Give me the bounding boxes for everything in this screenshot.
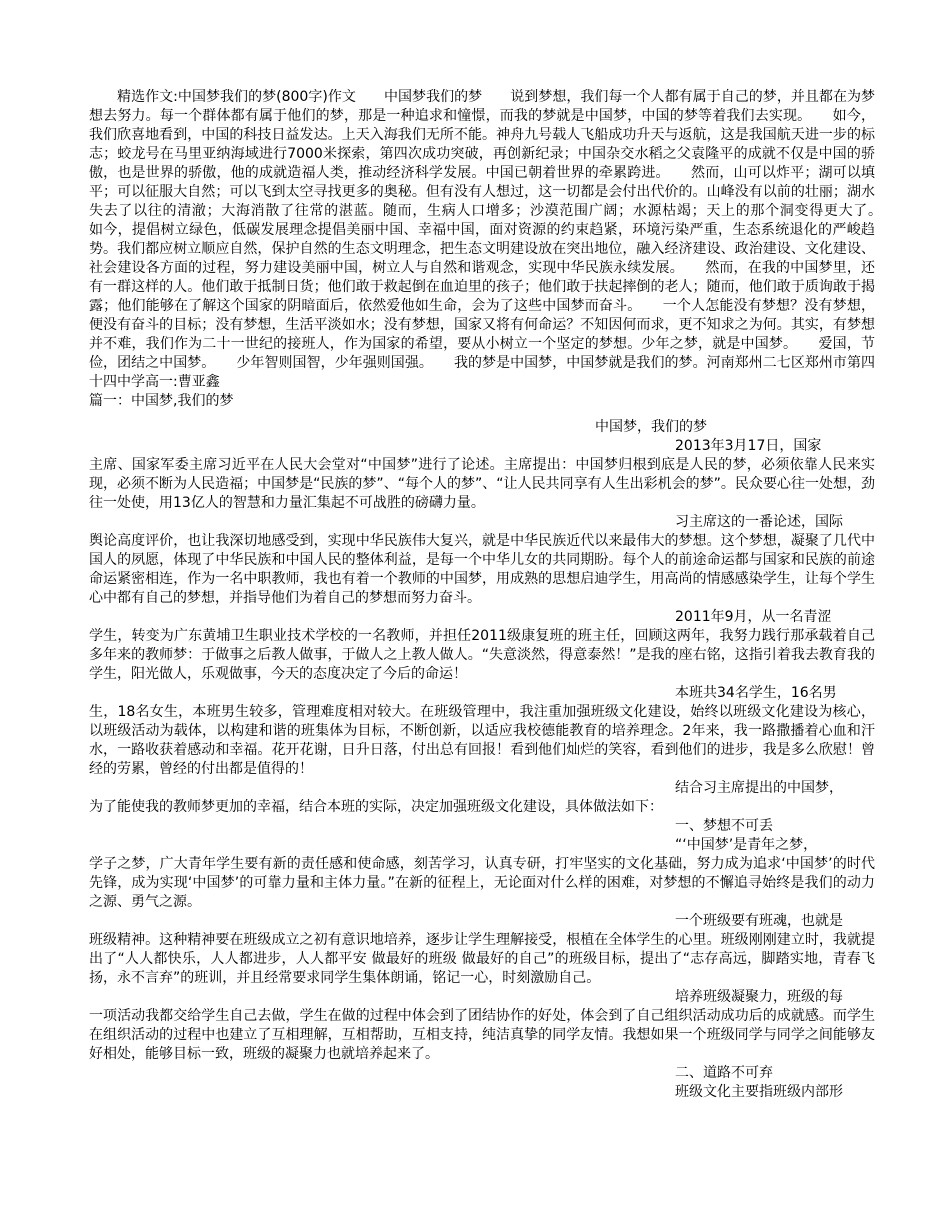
paragraph-lead: 一、梦想不可丢	[675, 818, 773, 834]
paragraph-lead: 习主席这的一番论述，国际	[675, 514, 843, 530]
paragraph-body: 生，18名女生，本班男生较多，管理难度相对较大。在班级管理中，我注重加强班级文化建设，始终以班级文化建设为核心，以班级活动为载体，以构建和谐的班集体为目标，不断创新，以适应我校德能教育的培养理念。2年来，我一路撒播着心血和汗水，一路收获着感动和幸福。花开花谢，日升日落，付出总有回报！看到他们灿烂的笑容，看到他们的进步，我是多么欣慰！曾经的劳累，曾经的付出都是值得的！	[89, 704, 875, 777]
document-page	[89, 88, 903, 1102]
paragraph-lead: “‘中国梦’是青年之梦，	[675, 837, 818, 853]
paragraph-body: 班级精神。这种精神要在班级成立之初有意识地培养，逐步让学生理解接受，根植在全体学生的心里。班级刚刚建立时，我就提出了“人人都快乐，人人都进步，人人都平安 做最好的班级 做最好的自己”的班级目标，提出了“志存高远，脚踏实地，青春飞扬，永不言弃”的班训，并且经常要求同学生集体朗诵，铭记一心，时刻激励自己。	[89, 932, 875, 986]
essay-title: 中国梦，我们的梦	[595, 419, 707, 435]
paragraph-lead: 一个班级要有班魂，也就是	[675, 913, 843, 929]
paragraph-lead: 本班共34名学生，16名男	[675, 685, 837, 701]
essay-body	[89, 437, 875, 1102]
paragraph-body: 为了能使我的教师梦更加的幸福，结合本班的实际，决定加强班级文化建设，具体做法如下：	[89, 799, 663, 815]
paragraph-lead: 2013年3月17日，国家	[675, 438, 822, 454]
paragraph-lead: 结合习主席提出的中国梦，	[675, 780, 843, 796]
paragraph-lead: 培养班级凝聚力，班级的每	[675, 989, 843, 1005]
paragraph-lead: 二、道路不可弃	[675, 1065, 773, 1081]
paragraph-body: 学生，转变为广东黄埔卫生职业技术学校的一名教师，并担任2011级康复班的班主任，回顾这两年，我努力践行那承载着自己多年来的教师梦：于做事之后教人做事，于做人之上教人做人。“失意淡然，得意泰然！”是我的座右铭，这指引着我去教育我的学生，阳光做人，乐观做事，今天的态度决定了今后的命运！	[89, 628, 875, 682]
paragraph-body: 舆论高度评价，也让我深切地感受到，实现中华民族伟大复兴，就是中华民族近代以来最伟大的梦想。这个梦想，凝聚了几代中国人的夙愿，体现了中华民族和中国人民的整体利益，是每一个中华儿女的共同期盼。每个人的前途命运都与国家和民族的前途命运紧密相连，作为一名中职教师，我也有着一个教师的中国梦，用成熟的思想启迪学生，用高尚的情感感染学生，让每个学生心中都有自己的梦想，并指导他们为着自己的梦想而努力奋斗。	[89, 533, 875, 606]
paragraph-lead: 班级文化主要指班级内部形	[675, 1084, 843, 1100]
paragraph-body: 主席、国家军委主席习近平在人民大会堂对“中国梦”进行了论述。主席提出：中国梦归根到底是人民的梦，必须依靠人民来实现，必须不断为人民造福；中国梦是“民族的梦”、“每个人的梦”、“让人民共同享有人生出彩机会的梦”。民众要心往一处想，劲往一处使，用13亿人的智慧和力量汇集起不可战胜的磅礴力量。	[89, 457, 875, 511]
section-heading: 篇一：中国梦,我们的梦	[89, 393, 234, 409]
intro-essay: 精选作文:中国梦我们的梦(800字)作文 中国梦我们的梦 说到梦想，我们每一个人都有属于自己的梦，并且都在为梦想去努力。每一个群体都有属于他们的梦，那是一种追求和憧憬，而我的梦就是中国梦，中国的梦等着我们去实现。 如今，我们欣喜地看到，中国的科技日益发达。上天入海我们无所不能。神舟九号载人飞船成功升天与返航，这是我国航天进一步的标志；蛟龙号在马里亚纳海域进行7000米探索，第四次成功突破，再创新纪录；中国杂交水稻之父袁隆平的成就不仅是中国的骄傲，也是世界的骄傲，他的成就造福人类，推动经济科学发展。中国已朝着世界的牵累跨进。 然而，山可以炸平；湖可以填平；可以征服大自然；可以飞到太空寻找更多的奥秘。但有没有人想过，这一切都是会付出代价的。山峰没有以前的壮丽；湖水失去了以往的清澈；大海消散了往常的湛蓝。随而，生病人口增多；沙漠范围广阔；水源枯竭；天上的那个洞变得更大了。 如今，提倡树立绿色，低碳发展理念提倡美丽中国、幸福中国，面对资源的约束趋紧，环境污染严重，生态系统退化的严峻趋势。我们都应树立顺应自然，保护自然的生态文明理念，把生态文明建设放在突出地位，融入经济建设、政治建设、文化建设、社会建设各方面的过程，努力建设美丽中国，树立人与自然和谐观念，实现中华民族永续发展。 然而，在我的中国梦里，还有一群这样的人。他们敢于抵制日货；他们敢于救起倒在血迫里的孩子；他们敢于扶起摔倒的老人；随而，他们敢于质询敢于揭露；他们能够在了解这个国家的阴暗面后，依然爱他如生命，会为了这些中国梦而奋斗。 一个人怎能没有梦想？没有梦想，便没有奋斗的目标；没有梦想，生活平淡如水；没有梦想，国家又将有何命运？不知因何而求，更不知求之为何。其实，有梦想并不难，我们作为二十一世纪的接班人，作为国家的希望，要从小树立一个坚定的梦想。少年之梦，就是中国梦。 爱国，节俭，团结之中国梦。 少年智则国智，少年强则国强。 我的梦是中国梦，中国梦就是我们的梦。河南郑州二七区郑州市第四十四中学高一:曹亚鑫	[89, 89, 903, 390]
paragraph-body: 学子之梦，广大青年学生要有新的责任感和使命感，刻苦学习，认真专研，打牢坚实的文化基础，努力成为追求‘中国梦’的时代先锋，成为实现‘中国梦’的可靠力量和主体力量。”在新的征程上，无论面对什么样的困难，对梦想的不懈追寻始终是我们的动力之源、勇气之源。	[89, 856, 875, 910]
paragraph-lead: 2011年9月，从一名青涩	[675, 609, 832, 625]
paragraph-body: 一项活动我都交给学生自己去做，学生在做的过程中体会到了团结协作的好处，体会到了自己组织活动成功后的成就感。而学生在组织活动的过程中也建立了互相理解，互相帮助，互相支持，纯洁真挚的同学友情。我想如果一个班级同学与同学之间能够友好相处，能够目标一致，班级的凝聚力也就培养起来了。	[89, 1008, 875, 1062]
